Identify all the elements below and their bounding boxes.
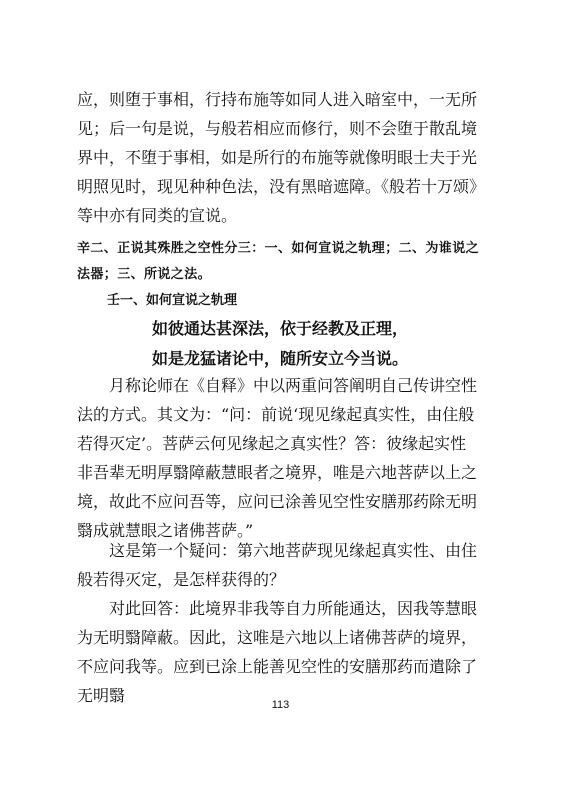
paragraph-continuation: 应，则堕于事相，行持布施等如同人进入暗室中，一无所见；后一句是说，与般若相应而修行，则不会堕于散乱境界中，不堕于事相，如是所行的布施等就像明眼士夫于光明照见时，现见种种色法，没有黑暗遮障。《般若十万颂》等中亦有同类的宣说。 (77, 90, 478, 225)
page-number: 113 (271, 699, 290, 711)
paragraph-commentary-quote: 月称论师在《自释》中以两重问答阐明自己传讲空性法的方式。其文为：“问：前说‘现见缘起真实性，由住般若得灭定’。菩萨云何见缘起之真实性？答：彼缘起实性非吾辈无明厚翳障蔽慧眼者之境界，唯是六地菩萨以上之境，故此不应问吾等，应问已涂善见空性安膳那药除无明翳成就慧眼之诸佛菩萨。” (77, 376, 478, 540)
verse-line-1: 如彼通达甚深法，依于经教及正理， (152, 319, 409, 338)
paragraph-answer: 对此回答：此境界非我等自力所能通达，因我等慧眼为无明翳障蔽。因此，这唯是六地以上诸佛菩萨的境界，不应问我等。应到已涂上能善见空性的安膳那药而遣除了无明翳 (77, 599, 478, 705)
paragraph-first-question: 这是第一个疑问：第六地菩萨现见缘起真实性、由住般若得灭定，是怎样获得的？ (77, 541, 478, 589)
section-heading: 辛二、正说其殊胜之空性分三：一、如何宣说之轨理；二、为谁说之法器；三、所说之法。 (77, 241, 480, 282)
subsection-heading: 壬一、如何宣说之轨理 (107, 293, 238, 308)
verse-line-2: 如是龙猛诸论中，随所安立今当说。 (152, 349, 409, 368)
